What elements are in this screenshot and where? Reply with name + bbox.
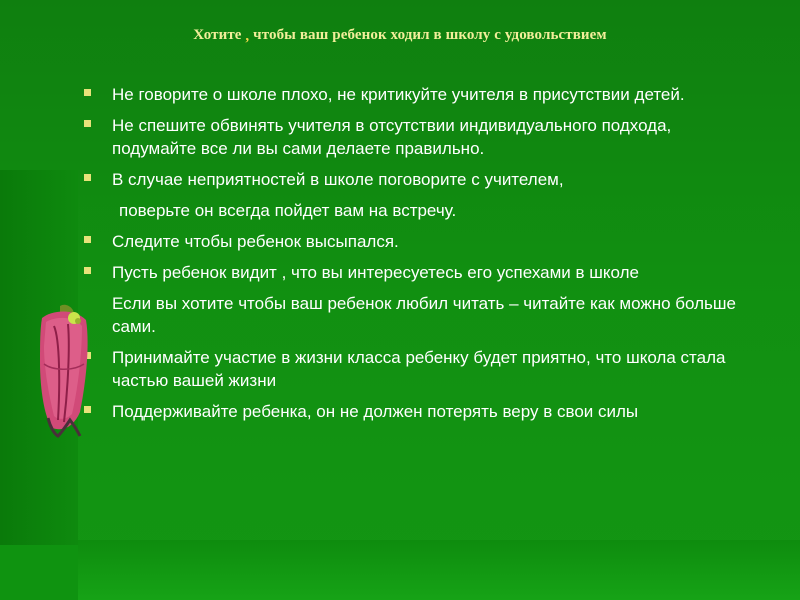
slide-title xyxy=(0,27,800,44)
list-item xyxy=(80,292,760,338)
list-item-text: Не спешите обвинять учителя в отсутствии индивидуального подхода, подумайте все ли вы сами делаете правильно. xyxy=(112,116,672,158)
list-item-text: Пусть ребенок видит , что вы интересуетесь его успехами в школе xyxy=(112,263,639,282)
list-item-text: Принимайте участие в жизни класса ребенку будет приятно, что школа стала частью вашей жизни xyxy=(112,348,726,390)
list-item xyxy=(80,83,760,106)
bullet-square-icon xyxy=(84,89,91,96)
list-item xyxy=(80,230,760,253)
list-item-text: поверьте он всегда пойдет вам на встречу. xyxy=(119,201,457,220)
list-item xyxy=(80,114,760,160)
list-item xyxy=(80,261,760,284)
list-item-text: Следите чтобы ребенок высыпался. xyxy=(112,232,399,251)
background-bottom-left-band xyxy=(0,545,78,600)
bullet-square-icon xyxy=(84,174,91,181)
bullet-square-icon xyxy=(84,267,91,274)
bullet-square-icon xyxy=(84,236,91,243)
slide-title-start: Хотите xyxy=(193,27,242,43)
list-item xyxy=(80,400,760,423)
list-item-text: В случае неприятностей в школе поговорите с учителем, xyxy=(112,170,564,189)
list-item xyxy=(80,346,760,392)
list-item-text: Если вы хотите чтобы ваш ребенок любил читать – читайте как можно больше сами. xyxy=(112,294,736,336)
list-item xyxy=(80,199,760,222)
background-bottom-band xyxy=(78,540,800,600)
slide-title-end: чтобы ваш ребенок ходил в школу с удовольствием xyxy=(253,27,607,43)
slide-title-comma: , xyxy=(245,28,250,44)
list-item-text: Не говорите о школе плохо, не критикуйте учителя в присутствии детей. xyxy=(112,85,685,104)
bullet-square-icon xyxy=(84,120,91,127)
pink-flower-icon xyxy=(30,300,94,440)
list-item-text: Поддерживайте ребенка, он не должен потерять веру в свои силы xyxy=(112,402,639,421)
list-item xyxy=(80,168,760,191)
bullet-list xyxy=(80,83,760,431)
